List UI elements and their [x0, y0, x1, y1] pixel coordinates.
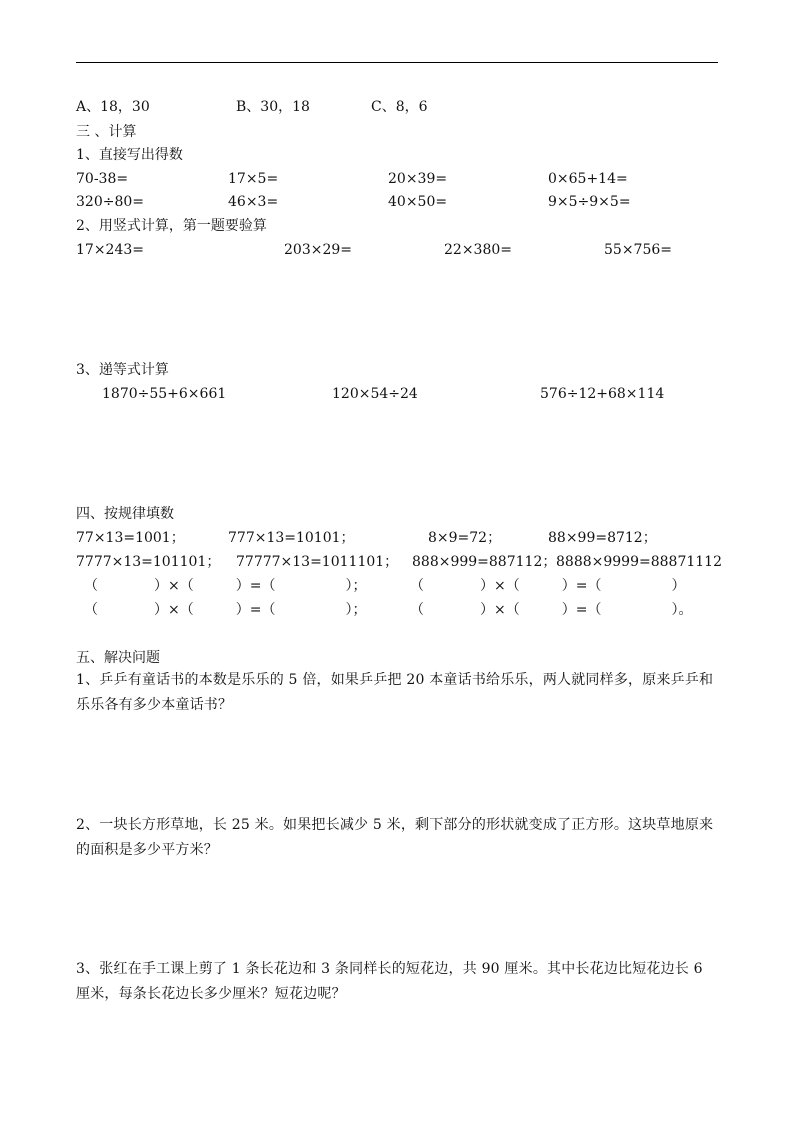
fill-blank-2-right[interactable]: （ ）×（ ）=（ ）。 [410, 602, 693, 618]
vertical-calc-1: 17×243= [76, 242, 144, 258]
section4-heading: 四、按规律填数 [76, 506, 174, 522]
calc-r2-c1: 320÷80= [76, 194, 144, 210]
pattern-r1-c1: 77×13=1001； [76, 530, 185, 546]
option-a: A、18，30 [76, 99, 150, 115]
vertical-calc-3: 22×380= [444, 242, 512, 258]
pattern-r2-c3: 888×999=887112； [412, 554, 557, 570]
calc-r2-c4: 9×5÷9×5= [548, 194, 631, 210]
pattern-r1-c4: 88×99=8712； [548, 530, 657, 546]
calc-r2-c3: 40×50= [388, 194, 448, 210]
pattern-r2-c1: 7777×13=101101； [76, 554, 221, 570]
section5-heading: 五、解决问题 [76, 650, 160, 666]
header-rule [76, 62, 718, 63]
step-calc-3: 576÷12+68×114 [540, 386, 665, 402]
calc-r1-c2: 17×5= [228, 171, 279, 187]
pattern-r2-c2: 77777×13=1011101； [236, 554, 399, 570]
sub1-title: 1、直接写出得数 [76, 147, 183, 163]
calc-r1-c1: 70-38= [76, 171, 129, 187]
option-c: C、8，6 [371, 99, 428, 115]
problem-3: 3、张红在手工课上剪了 1 条长花边和 3 条同样长的短花边，共 90 厘米。其中长花边比短花边长 6 厘米，每条长花边长多少厘米？短花边呢？ [76, 961, 703, 1002]
calc-r1-c4: 0×65+14= [548, 171, 628, 187]
vertical-calc-2: 203×29= [284, 242, 352, 258]
pattern-r1-c2: 777×13=10101； [228, 530, 355, 546]
section3-heading: 三 、计算 [76, 124, 137, 140]
fill-blank-2-left[interactable]: （ ）×（ ）=（ ）； [84, 602, 367, 618]
problem-1: 1、乒乒有童话书的本数是乐乐的 5 倍，如果乒乒把 20 本童话书给乐乐，两人就同样多，原来乒乒和乐乐各有多少本童话书？ [76, 672, 714, 713]
option-b: B、30，18 [236, 99, 310, 115]
sub2-title: 2、用竖式计算，第一题要验算 [76, 218, 267, 234]
pattern-r1-c3: 8×9=72； [428, 530, 502, 546]
calc-r2-c2: 46×3= [228, 194, 279, 210]
step-calc-2: 120×54÷24 [332, 386, 418, 402]
step-calc-1: 1870÷55+6×661 [102, 386, 227, 402]
problem-2: 2、一块长方形草地，长 25 米。如果把长减少 5 米，剩下部分的形状就变成了正方形。这块草地原来的面积是多少平方米？ [76, 817, 714, 858]
fill-blank-1-right[interactable]: （ ）×（ ）=（ ） [410, 578, 686, 594]
sub3-title: 3、递等式计算 [76, 362, 169, 378]
vertical-calc-4: 55×756= [604, 242, 672, 258]
fill-blank-1-left[interactable]: （ ）×（ ）=（ ）； [84, 578, 367, 594]
pattern-r2-c4: 8888×9999=88871112 [556, 554, 722, 570]
calc-r1-c3: 20×39= [388, 171, 448, 187]
